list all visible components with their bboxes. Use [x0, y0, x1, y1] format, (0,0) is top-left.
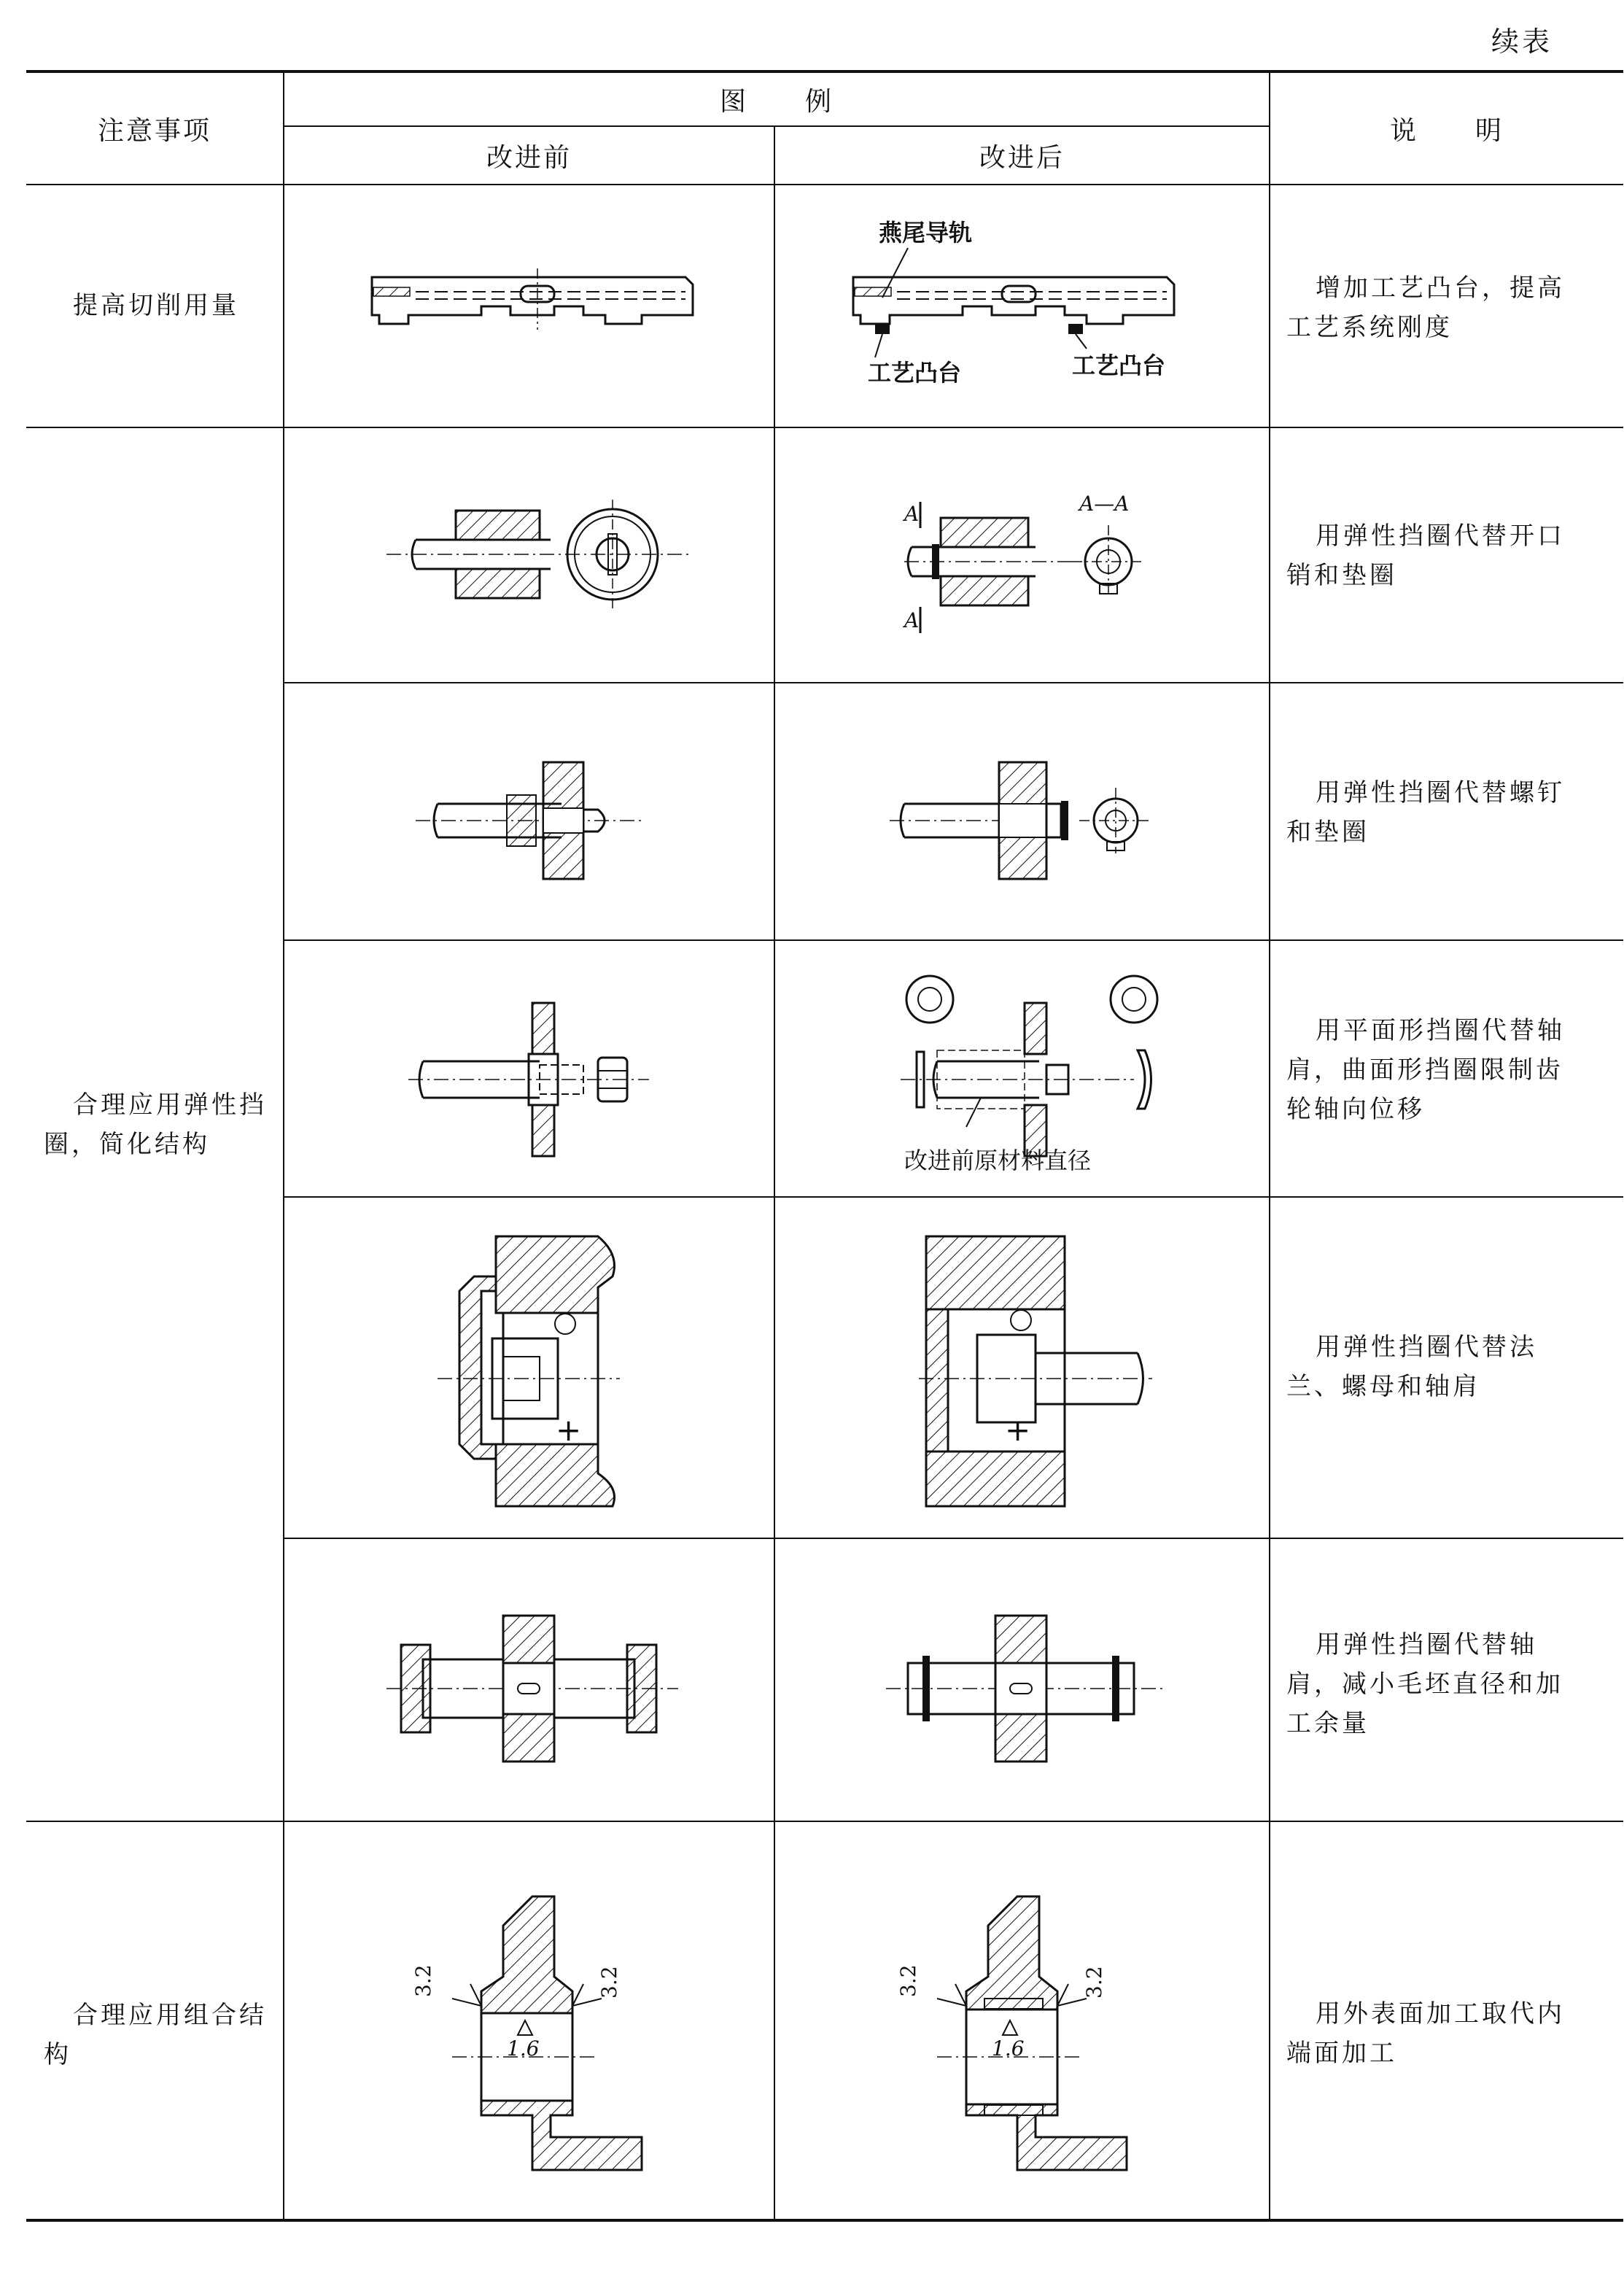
row-divider [283, 682, 1623, 683]
pin-after-drawing [890, 481, 1196, 642]
header-bottom-rule [26, 184, 1623, 185]
svg-text:+: + [556, 1412, 582, 1448]
note-retaining-ring: 合理应用弹性挡圈，简化结构 [44, 1090, 267, 1159]
row-divider [26, 427, 1623, 428]
header-figure: 图 例 [719, 86, 834, 117]
header-before: 改进前 [486, 142, 572, 173]
description-combined: 用外表面加工取代内端面加工 [1286, 1999, 1565, 2068]
bearing-before-drawing [430, 1233, 627, 1510]
label-ra-right-after: 3.2 [1082, 1966, 1106, 1999]
gear-after-drawing [886, 963, 1192, 1182]
label-dovetail: 燕尾导轨 [879, 219, 973, 247]
rail-before-drawing [365, 263, 700, 336]
table-bottom-rule [26, 2219, 1623, 2222]
continued-label: 续表 [1491, 26, 1553, 58]
column-divider [283, 71, 284, 2220]
label-boss-left: 工艺凸台 [868, 359, 962, 387]
row-divider [283, 1538, 1623, 1539]
pin-before-drawing [386, 481, 693, 627]
column-divider [774, 125, 775, 2220]
row-divider [283, 939, 1623, 941]
label-boss-right: 工艺凸台 [1072, 352, 1166, 379]
description-gear: 用平面形挡圈代替轴肩，曲面形挡圈限制齿轮轴向位移 [1286, 1016, 1565, 1124]
description-cutting: 增加工艺凸台，提高工艺系统刚度 [1286, 274, 1565, 342]
description-pin: 用弹性挡圈代替开口销和垫圈 [1286, 522, 1565, 590]
bushing-before-drawing [408, 1882, 664, 2188]
description-bearing: 用弹性挡圈代替法兰、螺母和轴肩 [1286, 1333, 1537, 1401]
label-ra-left-after: 3.2 [896, 1964, 920, 1997]
screw-before-drawing [416, 751, 649, 890]
label-section-view: A—A [1079, 492, 1130, 516]
header-notes: 注意事项 [97, 115, 211, 146]
bushing-after-drawing [893, 1882, 1149, 2188]
row-divider [26, 1821, 1623, 1822]
description-shaft: 用弹性挡圈代替轴肩，减小毛坯直径和加工余量 [1286, 1630, 1563, 1738]
gear-before-drawing [408, 999, 671, 1160]
description-screw: 用弹性挡圈代替螺钉和垫圈 [1286, 778, 1565, 847]
note-combined: 合理应用组合结构 [44, 2001, 267, 2069]
label-section-a-top: A [904, 502, 920, 526]
header-after: 改进后 [979, 142, 1065, 173]
label-section-a-bottom: A [904, 608, 920, 632]
label-ra-left-before: 3.2 [411, 1964, 435, 1997]
svg-text:+: + [1005, 1412, 1031, 1448]
shaft-after-drawing [886, 1605, 1163, 1772]
bearing-after-drawing [919, 1233, 1159, 1510]
label-original-diameter: 改进前原材料直径 [904, 1147, 1092, 1174]
shaft-before-drawing [386, 1605, 678, 1772]
label-ra-right-before: 3.2 [597, 1966, 621, 1999]
note-cutting: 提高切削用量 [73, 291, 239, 320]
label-ra-inner-before: 1.6 [507, 2036, 540, 2061]
screw-after-drawing [890, 751, 1167, 890]
rail-after-drawing [846, 212, 1211, 394]
label-ra-inner-after: 1.6 [992, 2036, 1025, 2061]
column-divider [1269, 71, 1270, 2220]
row-divider [283, 1196, 1623, 1198]
header-description: 说 明 [1389, 115, 1504, 146]
